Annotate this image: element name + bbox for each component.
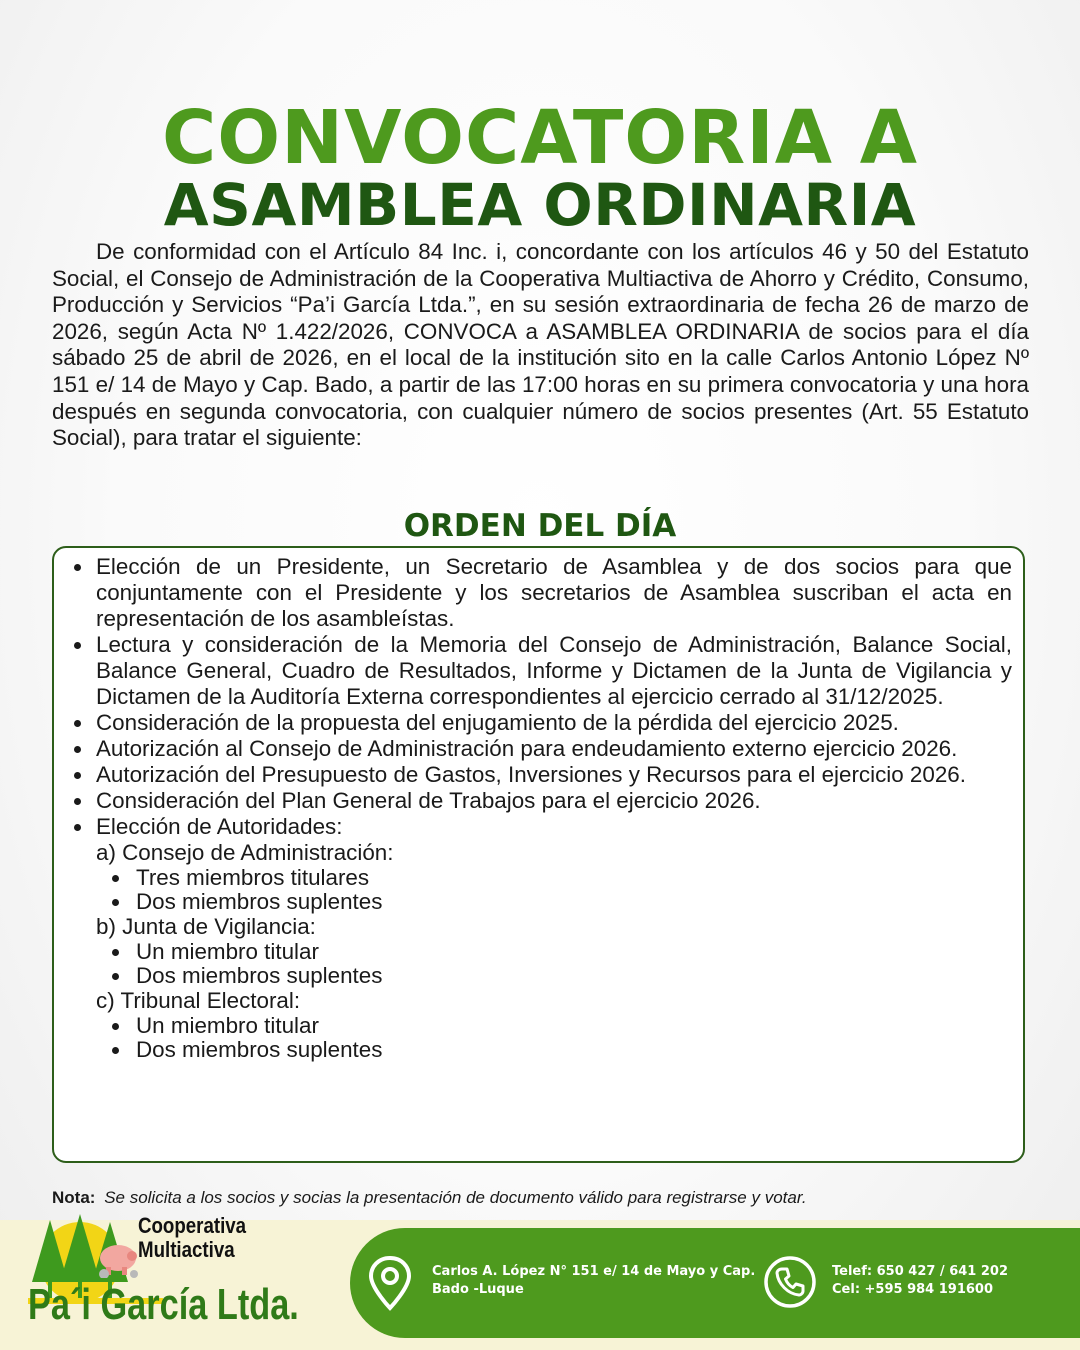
orden-item-autoridades — [96, 814, 1012, 1062]
phone-line-1: Telef: 650 427 / 641 202 — [832, 1264, 1009, 1279]
location-pin-icon — [366, 1254, 414, 1312]
autoridad-member: Dos miembros suplentes — [96, 964, 1012, 988]
nota-label: Nota: — [52, 1188, 96, 1207]
phone-icon — [762, 1254, 818, 1310]
logo-line-2: Multiactiva — [138, 1237, 235, 1262]
title-line-1: CONVOCATORIA A — [161, 95, 919, 181]
autoridad-group — [96, 840, 1012, 914]
piggy-bank-icon — [94, 1238, 140, 1278]
logo-line-1: Cooperativa — [138, 1213, 247, 1238]
orden-item: Autorización al Consejo de Administración para endeudamiento externo ejercicio 2026. — [96, 736, 1012, 762]
nota — [52, 1186, 1052, 1210]
orden-item: Autorización del Presupuesto de Gastos, Inversiones y Recursos para el ejercicio 2026. — [96, 762, 1012, 788]
address-line-1: Carlos A. López N° 151 e/ 14 de Mayo y Cap. — [432, 1264, 756, 1279]
autoridad-member: Un miembro titular — [96, 1014, 1012, 1038]
logo-name: Pa´i García Ltda. — [28, 1280, 299, 1329]
autoridad-member: Un miembro titular — [96, 940, 1012, 964]
contact-address — [432, 1263, 762, 1299]
contact-phones — [832, 1263, 1062, 1299]
autoridad-member: Dos miembros suplentes — [96, 890, 1012, 914]
autoridad-group — [96, 988, 1012, 1062]
orden-item: Lectura y consideración de la Memoria del Consejo de Administración, Balance Social, Balance General, Cuadro de Resultados, Informe y Dictamen de la Junta de Vigilancia y Dictamen de la Auditoría Externa correspondientes al ejercicio cerrado al 31/12/2025. — [96, 632, 1012, 709]
autoridad-member: Dos miembros suplentes — [96, 1038, 1012, 1062]
orden-item: Elección de un Presidente, un Secretario de Asamblea y de dos socios para que conjuntamente con el Presidente y los secretarios de Asamblea suscriban el acta en representación de los asambleístas. — [96, 554, 1012, 631]
orden-list — [96, 554, 1012, 1062]
title-line-2: ASAMBLEA ORDINARIA — [163, 171, 917, 239]
phone-line-2: Cel: +595 984 191600 — [832, 1282, 994, 1297]
nota-text: Se solicita a los socios y socias la presentación de documento válido para registrarse y votar. — [104, 1188, 807, 1207]
cooperative-logo — [28, 1212, 328, 1342]
autoridades-heading: Elección de Autoridades: — [96, 814, 343, 839]
intro-paragraph: De conformidad con el Artículo 84 Inc. i, concordante con los artículos 46 y 50 del Estatuto Social, el Consejo de Administración de la Cooperativa Multiactiva de Ahorro y Crédito, Consumo, Producción y Servicios “Pa’i García Ltda.”, en su sesión extraordinaria de fecha 26 de marzo de 2026, según Acta Nº 1.422/2026, CONVOCA a ASAMBLEA ORDINARIA de socios para el día sábado 25 de abril de 2026, en el local de la institución sito en la calle Carlos Antonio López Nº 151 e/ 14 de Mayo y Cap. Bado, a partir de las 17:00 horas en su primera convocatoria y una hora después en segunda convocatoria, con cualquier número de socios presentes (Art. 55 Estatuto Social), para tratar el siguiente: — [52, 239, 1029, 451]
autoridad-group — [96, 914, 1012, 988]
autoridad-member: Tres miembros titulares — [96, 866, 1012, 890]
orden-del-dia-box — [52, 546, 1025, 1163]
autoridad-label: b) Junta de Vigilancia: — [96, 914, 316, 939]
orden-item: Consideración del Plan General de Trabajos para el ejercicio 2026. — [96, 788, 1012, 814]
autoridad-label: a) Consejo de Administración: — [96, 840, 394, 865]
orden-item: Consideración de la propuesta del enjugamiento de la pérdida del ejercicio 2025. — [96, 710, 1012, 736]
orden-del-dia-title: ORDEN DEL DÍA — [403, 508, 677, 544]
address-line-2: Bado -Luque — [432, 1282, 524, 1297]
autoridad-label: c) Tribunal Electoral: — [96, 988, 301, 1013]
